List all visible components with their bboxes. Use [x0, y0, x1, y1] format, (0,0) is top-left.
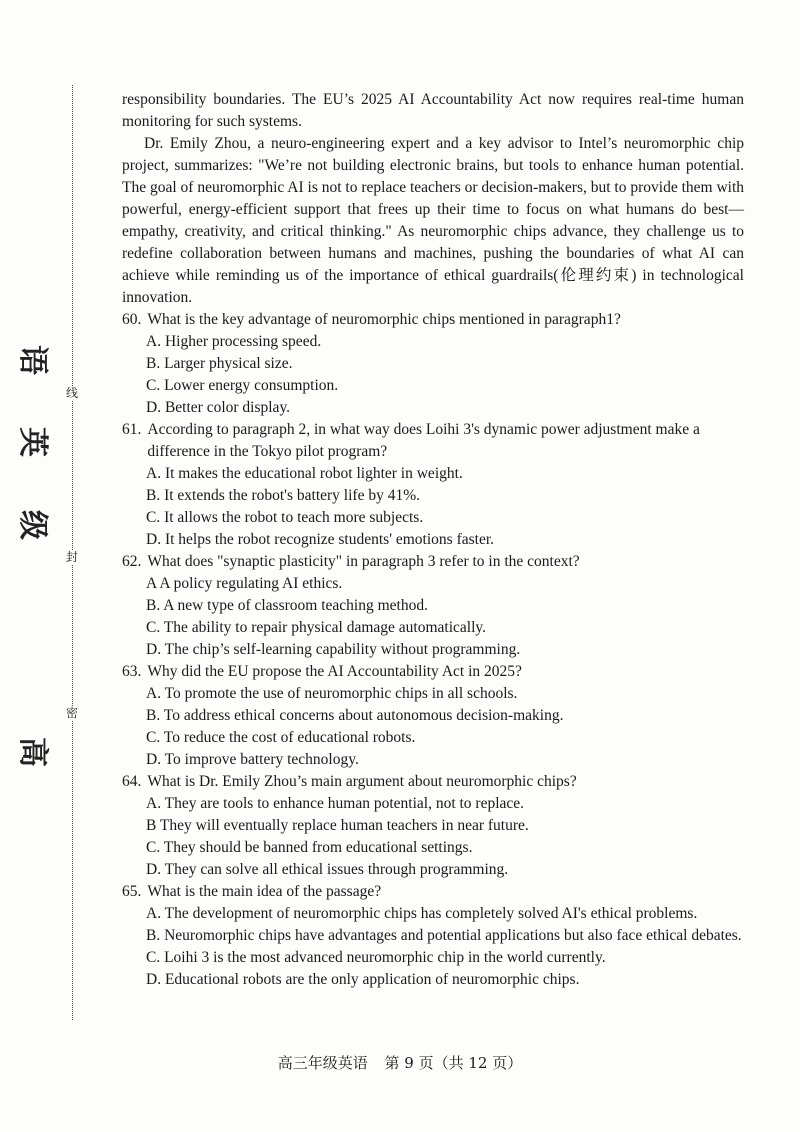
side-char-yu: 语 [15, 345, 50, 375]
option-d: D. Educational robots are the only application of neuromorphic chips. [146, 971, 580, 988]
option-b: B. To address ethical concerns about autonomous decision-making. [146, 707, 564, 724]
option-b: B. Larger physical size. [146, 355, 293, 372]
question-number: 64. [122, 773, 142, 790]
option-c: C. They should be banned from educational settings. [146, 839, 473, 856]
question-number: 62. [122, 553, 142, 570]
option-d: D. Better color display. [146, 399, 291, 416]
question-text: What does "synaptic plasticity" in paragraph 3 refer to in the context? [147, 553, 580, 570]
option-a: A. The development of neuromorphic chips has completely solved AI's ethical problems. [146, 905, 698, 922]
question-64 [122, 771, 744, 881]
question-stem [122, 551, 744, 573]
question-65 [122, 881, 744, 991]
question-text: What is the key advantage of neuromorphic chips mentioned in paragraph1? [147, 311, 621, 328]
option-a: A. To promote the use of neuromorphic chips in all schools. [146, 685, 518, 702]
option-a: A. It makes the educational robot lighter in weight. [146, 465, 463, 482]
option-d: D. It helps the robot recognize students' emotions faster. [146, 531, 495, 548]
question-text: What is the main idea of the passage? [147, 883, 382, 900]
footer-page-number: 第 9 页（共 12 页） [384, 1054, 523, 1072]
question-stem [122, 419, 744, 463]
question-number: 65. [122, 883, 142, 900]
option-b: B. It extends the robot's battery life by 41%. [146, 487, 420, 504]
side-char-gao: 高 [15, 737, 50, 767]
option-c: C. It allows the robot to teach more subjects. [146, 509, 424, 526]
option-c: C. Loihi 3 is the most advanced neuromorphic chip in the world currently. [146, 949, 606, 966]
side-char-ying: 英 [15, 427, 50, 457]
option-b: B. Neuromorphic chips have advantages and potential applications but also face ethical debates. [146, 927, 742, 944]
question-number: 63. [122, 663, 142, 680]
option-a: A A policy regulating AI ethics. [146, 575, 343, 592]
binding-mark-mi: 密 [65, 706, 78, 720]
option-c: C. To reduce the cost of educational robots. [146, 729, 416, 746]
option-c: C. Lower energy consumption. [146, 377, 339, 394]
page-footer [0, 1052, 800, 1073]
passage-paragraph-2: Dr. Emily Zhou, a neuro-engineering expert and a key advisor to Intel’s neuromorphic chip project, summarizes: "We’re not building electronic brains, but tools to enhance human potential. The goal of neuromorphic AI is not to replace teachers or decision-makers, but to provide them with powerful, energy-efficient support that frees up their time to focus on what humans do best—empathy, creativity, and critical thinking." As neuromorphic chips advance, they challenge us to redefine collaboration between humans and machines, pushing the boundaries of what AI can achieve while reminding us of the importance of ethical guardrails(伦理约束) in technological innovation. [122, 135, 744, 306]
question-63 [122, 661, 744, 771]
option-c: C. The ability to repair physical damage automatically. [146, 619, 487, 636]
footer-title: 高三年级英语 [277, 1054, 368, 1072]
option-b: B They will eventually replace human teachers in near future. [146, 817, 529, 834]
option-d: D. To improve battery technology. [146, 751, 359, 768]
option-a: A. Higher processing speed. [146, 333, 322, 350]
side-char-ji: 级 [15, 510, 50, 540]
question-text: What is Dr. Emily Zhou’s main argument about neuromorphic chips? [147, 773, 577, 790]
passage-paragraph-1: responsibility boundaries. The EU’s 2025 AI Accountability Act now requires real-time human monitoring for such systems. [122, 91, 744, 130]
question-stem [122, 661, 744, 683]
question-62 [122, 551, 744, 661]
option-d: D. They can solve all ethical issues through programming. [146, 861, 509, 878]
exam-content [122, 89, 744, 991]
option-d: D. The chip’s self-learning capability without programming. [146, 641, 521, 658]
question-stem [122, 881, 744, 903]
binding-mark-feng: 封 [65, 550, 78, 564]
question-61 [122, 419, 744, 551]
option-b: B. A new type of classroom teaching method. [146, 597, 428, 614]
question-stem [122, 309, 744, 331]
question-number: 61. [122, 421, 142, 438]
binding-mark-xian: 线 [65, 386, 78, 400]
question-stem [122, 771, 744, 793]
option-a: A. They are tools to enhance human potential, not to replace. [146, 795, 525, 812]
question-text: According to paragraph 2, in what way does Loihi 3's dynamic power adjustment make a difference in the Tokyo pilot program? [147, 421, 700, 460]
question-60 [122, 309, 744, 419]
question-number: 60. [122, 311, 142, 328]
question-text: Why did the EU propose the AI Accountability Act in 2025? [147, 663, 522, 680]
